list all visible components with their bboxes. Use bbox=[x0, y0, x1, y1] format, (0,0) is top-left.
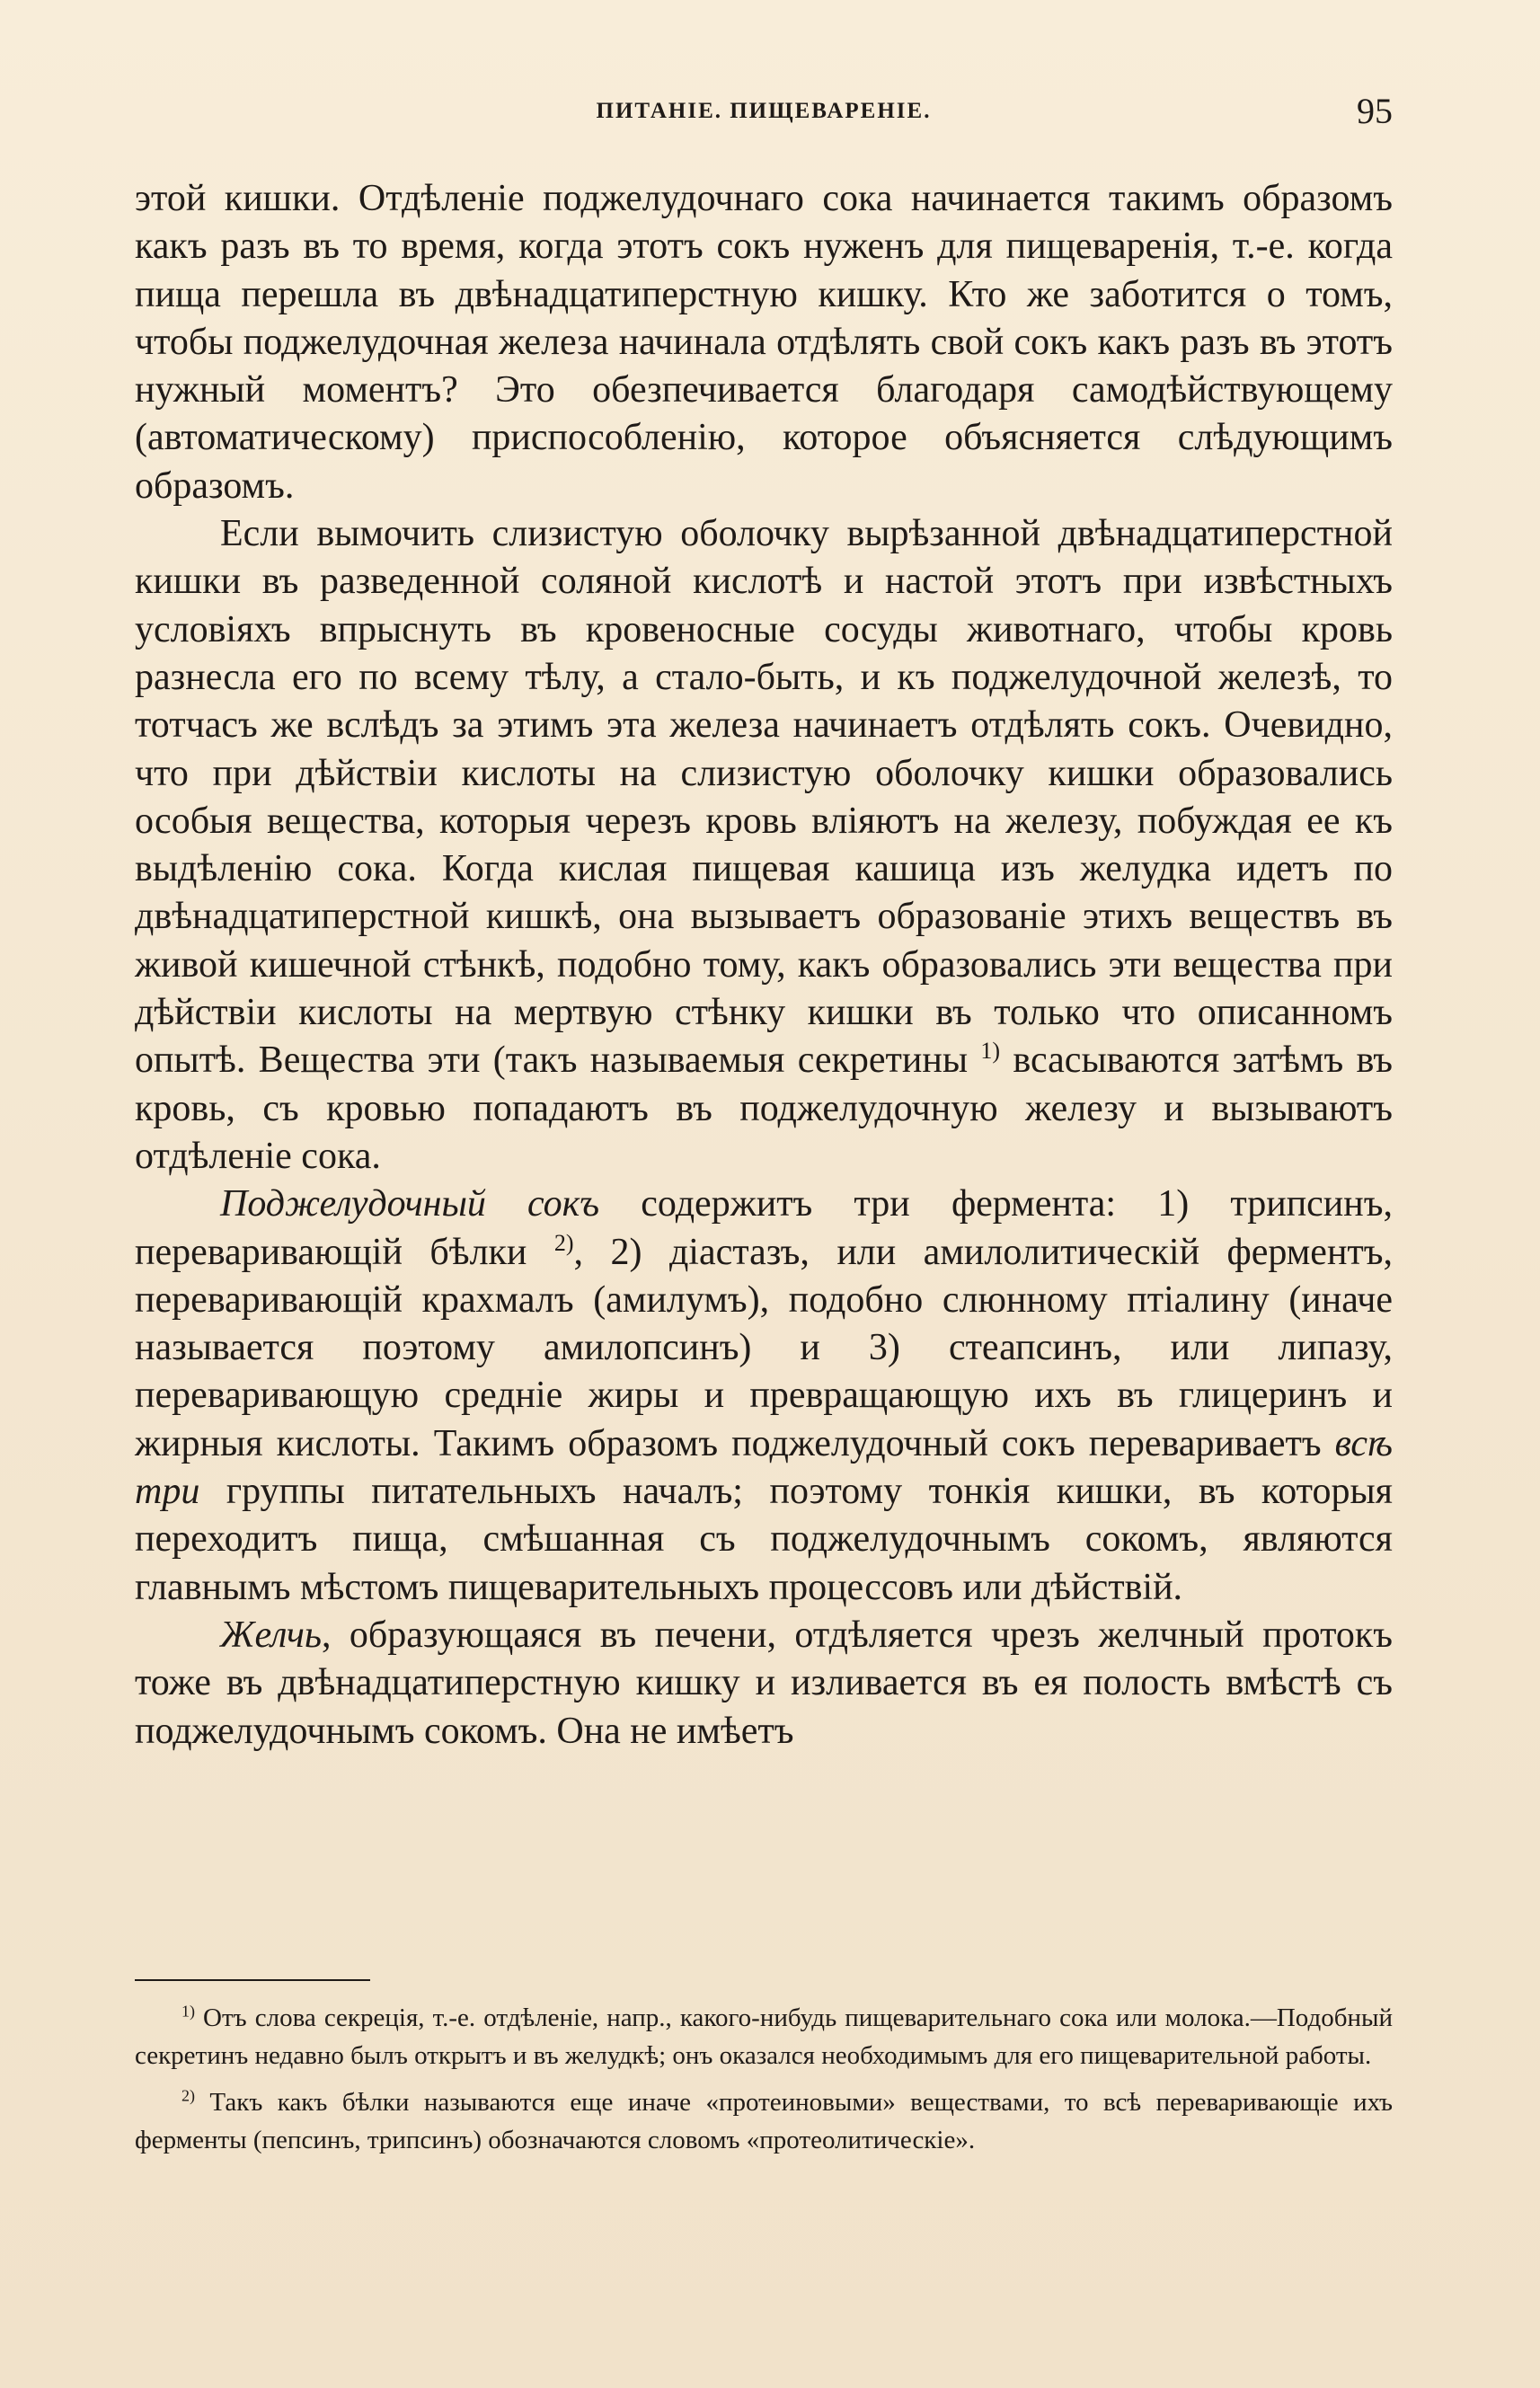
paragraph-1 bbox=[135, 175, 1393, 510]
footnote-1 bbox=[135, 1999, 1393, 2074]
emphasis-all-three: всѣ три bbox=[135, 1422, 1393, 1513]
footnote-1-marker: 1) bbox=[181, 2002, 195, 2021]
paragraph-2-text-b: всасываются затѣмъ въ кровь, съ кровью попадаютъ въ поджелудочную железу и вызываютъ отдѣленіе сока. bbox=[135, 1039, 1394, 1177]
paragraph-4-text: , образующаяся въ печени, отдѣляется чрезъ желчный протокъ тоже въ двѣнадцатиперстную кишку и изливается въ ея полость вмѣстѣ съ поджелудочнымъ сокомъ. Она не имѣетъ bbox=[135, 1614, 1393, 1752]
term-bile: Желчь bbox=[220, 1614, 322, 1656]
footnote-2-text: Такъ какъ бѣлки называются еще иначе «протеиновыми» веществами, то всѣ переваривающіе ихъ ферменты (пепсинъ, трипсинъ) обозначаются словомъ «протеолитическіе». bbox=[135, 2088, 1393, 2154]
paragraph-2 bbox=[135, 510, 1393, 1181]
footnote-ref-2: 2) bbox=[553, 1229, 574, 1256]
footnote-1-text: Отъ слова секреція, т.-е. отдѣленіе, напр., какого-нибудь пищеварительнаго сока или молока.—Подобный секретинъ недавно былъ открытъ и въ желудкѣ; онъ оказался необходимымъ для его пищеварительной работы. bbox=[135, 2003, 1393, 2070]
page-header bbox=[135, 90, 1393, 144]
footnote-ref-1: 1) bbox=[980, 1038, 1001, 1065]
footnote-separator bbox=[135, 1979, 370, 1981]
footnotes bbox=[135, 1999, 1393, 2168]
paragraph-4 bbox=[135, 1612, 1393, 1756]
paragraph-3 bbox=[135, 1181, 1393, 1612]
paragraph-3-text-c: группы питательныхъ началъ; поэтому тонкія кишки, въ которыя переходитъ пища, смѣшанная съ поджелудочнымъ сокомъ, являются главнымъ мѣстомъ пищеварительныхъ процессовъ или дѣйствій. bbox=[135, 1471, 1393, 1608]
paragraph-1-text: этой кишки. Отдѣленіе поджелудочнаго сока начинается такимъ образомъ какъ разъ въ то время, когда этотъ сокъ нуженъ для пищеваренія, т.-е. когда пища перешла въ двѣнадцатиперстную кишку. Кто же заботится о томъ, чтобы поджелудочная железа начинала отдѣлять свой сокъ какъ разъ въ этотъ нужный моментъ? Это обезпечивается благодаря самодѣйствующему (автоматическому) приспособленію, которое объясняется слѣдующимъ образомъ. bbox=[135, 178, 1393, 507]
running-head: ПИТАНІЕ. ПИЩЕВАРЕНІЕ. bbox=[596, 99, 932, 123]
footnote-2 bbox=[135, 2083, 1393, 2159]
page-number: 95 bbox=[1357, 91, 1393, 131]
term-pancreatic-juice: Поджелудочный сокъ bbox=[220, 1183, 600, 1225]
paragraph-3-text-a: содержитъ три фермента: 1) трипсинъ, переваривающій бѣлки bbox=[135, 1183, 1393, 1273]
footnote-2-marker: 2) bbox=[181, 2086, 195, 2105]
paragraph-2-text-a: Если вымочить слизистую оболочку вырѣзанной двѣнадцатиперстной кишки въ разведенной соляной кислотѣ и настой этотъ при извѣстныхъ условіяхъ впрыснуть въ кровеносные сосуды животнаго, чтобы кровь разнесла его по всему тѣлу, а стало-быть, и къ поджелудочной железѣ, то тотчасъ же вслѣдъ за этимъ эта железа начинаетъ отдѣлять сокъ. Очевидно, что при дѣйствіи кислоты на слизистую оболочку кишки образовались особыя вещества, которыя черезъ кровь вліяютъ на железу, побуждая ее къ выдѣленію сока. Когда кислая пищевая кашица изъ желудка идетъ по двѣнадцатиперстной кишкѣ, она вызываетъ образованіе этихъ веществъ въ живой кишечной стѣнкѣ, подобно тому, какъ образовались эти вещества при дѣйствіи кислоты на мертвую стѣнку кишки въ только что описанномъ опытѣ. Вещества эти (такъ называемыя секретины bbox=[135, 513, 1393, 1082]
main-text bbox=[135, 175, 1393, 1756]
paragraph-3-text-b: , 2) діастазъ, или амилолитическій ферментъ, переваривающій крахмалъ (амилумъ), подобно слюнному птіалину (иначе называется поэтому амилопсинъ) и 3) стеапсинъ, или липазу, переваривающую средніе жиры и превращающую ихъ въ глицеринъ и жирныя кислоты. Такимъ образомъ поджелудочный сокъ перевариваетъ bbox=[135, 1231, 1393, 1464]
